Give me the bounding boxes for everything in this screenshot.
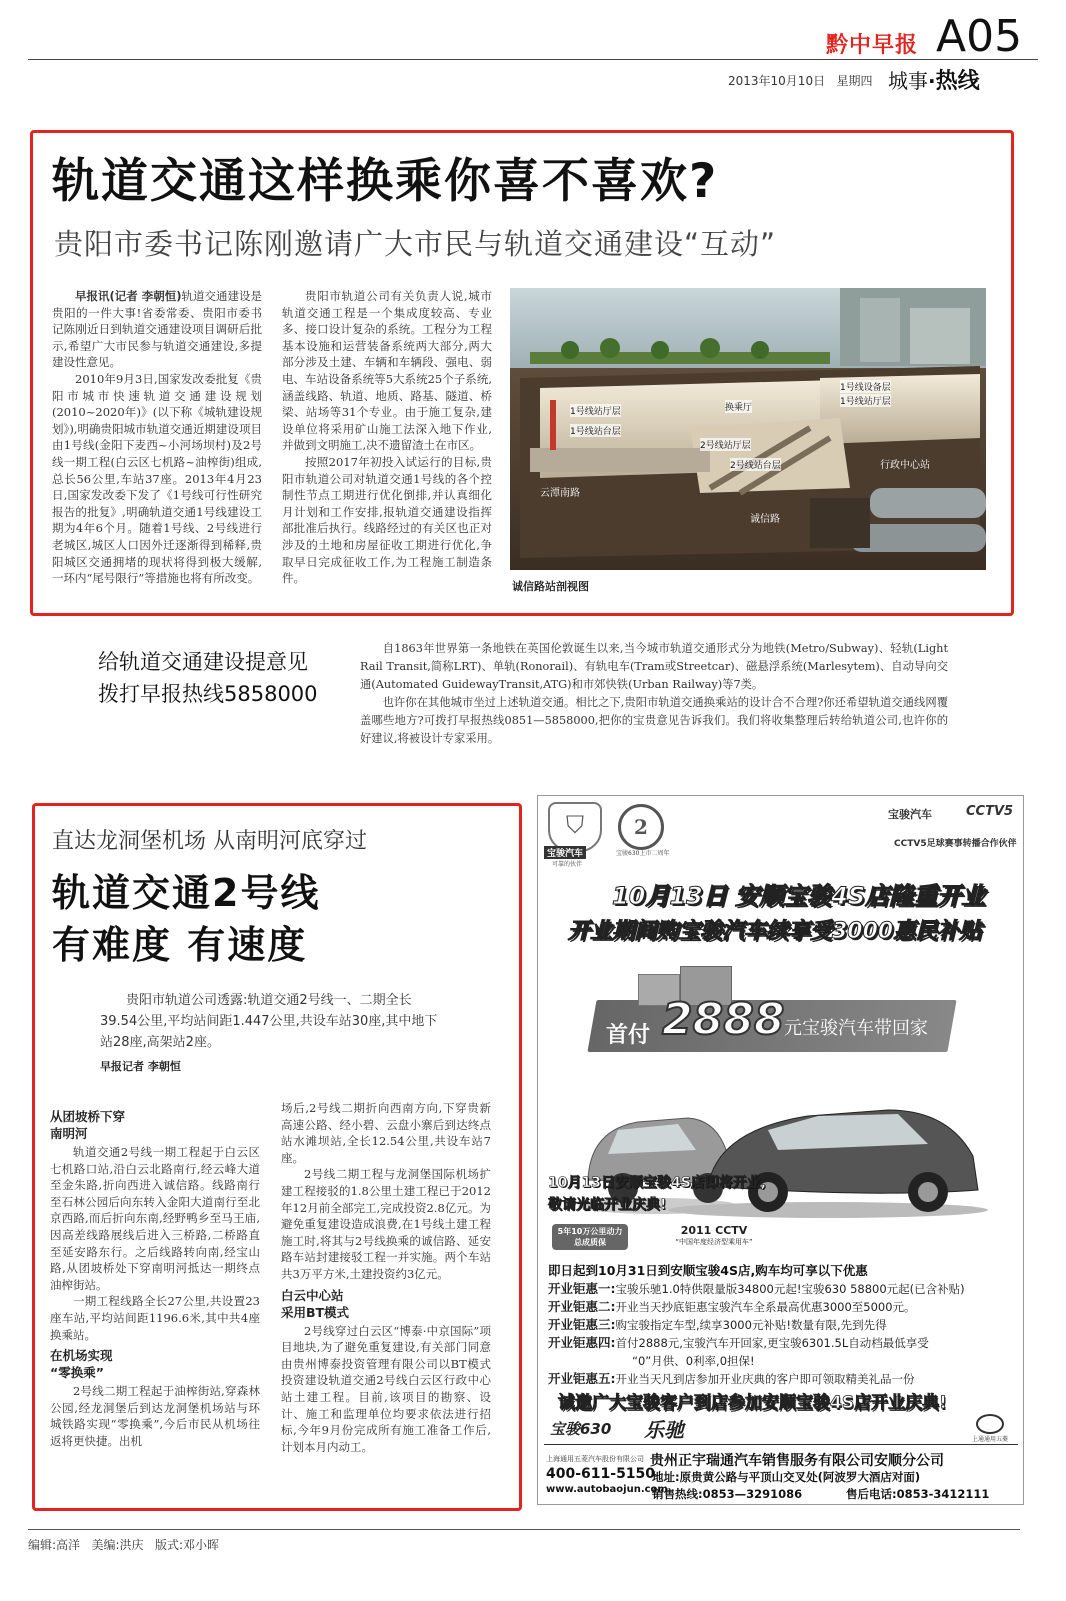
section-label [888, 64, 980, 95]
story2-col2-h1: 白云中心站 [281, 1287, 344, 1303]
maker-name: 上海通用五菱汽车股份有限公司 [546, 1455, 644, 1463]
ad-phone: 400-611-5150 [546, 1466, 656, 1482]
story1-col2 [282, 288, 492, 587]
story2-col1-h2b: “零换乘” [50, 1365, 104, 1381]
anniversary-badge: 2 [618, 804, 664, 850]
opening-line-2: 敬请光临开业庆典! [548, 1197, 667, 1213]
issue-date [728, 72, 873, 89]
hotline-text [360, 640, 948, 748]
top-rule [28, 59, 1038, 60]
story2-col1-p1: 轨道交通2号线一期工程起于白云区七机路口站,沿白云北路南行,经云峰大道至金朱路,折向西进入诚信路。线路南行至石林公园后向东转入金阳大道南行至北京西路,而后折向东南,经野鸭乡至马王庙,因高差线路展线后进入三桥路,二桥路直至延安路东行。之后线路转向南,经宝山路,从团坡桥处下穿南明河抵达一期终点油榨街站。 [50, 1145, 260, 1292]
promo-label-3: 开业钜惠三: [548, 1317, 616, 1332]
promo-text-3: 购宝骏指定车型,续享3000元补贴!数量有限,先到先得 [615, 1318, 887, 1332]
story2-col1-p2: 一期工程线路全长27公里,共设置23座车站,平均站间距1196.6米,其中共4座换乘站。 [50, 1294, 260, 1342]
footer-rule [28, 1529, 1020, 1530]
baojun-logo [548, 802, 602, 852]
story2-headline-2: 有难度 有速度 [52, 923, 308, 967]
cctv-award-sub: “中国年度经济型乘用车” [675, 1238, 753, 1246]
illus-label-7: 行政中心站 [880, 460, 930, 471]
baojun-ad [537, 795, 1024, 1505]
paper-name: 黔中早报 [826, 33, 919, 58]
story2-col2-p3: 2号线穿过白云区“博泰·中京国际”项目地块,为了避免重复建设,有关部门同意由贵州博泰投资管理有限公司以BT模式投资建设轨道交通2号线白云区行政中心站土建工程。目前,该项目的勘察、设计、施工和监理单位均要求依法进行招标,今年9月份完成所有施工准备工作后,计划本月内动工。 [281, 1323, 491, 1454]
sgmw-logo [968, 1414, 1012, 1443]
section-a: 城事 [888, 69, 928, 93]
promo-text-1: 宝骏乐驰1.0特供限量版34800元起!宝骏630 58800元起(已含补贴) [615, 1282, 965, 1296]
promo-label-5: 开业钜惠五: [548, 1371, 616, 1386]
down-text: 元宝骏汽车带回家 [784, 1018, 928, 1039]
story2-col1-h1b: 南明河 [50, 1126, 88, 1141]
story2-col1-heading1 [50, 1108, 260, 1142]
story2-col1-h2: 在机场实现 [50, 1348, 113, 1364]
story2-lead-text: 贵阳市轨道公司透露:轨道交通2号线一、二期全长39.54公里,平均站间距1.447公里,共设车站30座,其中地下站28座,高架站2座。 [100, 993, 438, 1050]
promo-item-5 [548, 1370, 1018, 1388]
invite-banner: 诚邀广大宝骏客户到店参加安顺宝骏4S店开业庆典! [558, 1393, 947, 1413]
promo-item-4b [548, 1352, 1018, 1370]
editor-credit: 编辑:高洋 [28, 1538, 81, 1552]
story1-col1-p1: 轨道交通建设是贵阳的一件大事!省委常委、贵阳市委书记陈刚近日到轨道交通建设项目调研后批示,希望广大市民参与轨道交通建设,多提建设性意见。 [52, 289, 263, 370]
illus-label-6: 云潭南路 [540, 488, 580, 499]
illus-label-3: 换乘厅 [725, 400, 752, 413]
cctv5-logo: CCTV5 [966, 804, 1014, 819]
story2-col2-p1: 场后,2号线二期折向西南方向,下穿贵新高速公路、经小碧、云盘小寨后到达终点站水滩坝站,全长12.54公里,共设车站7座。 [281, 1101, 491, 1165]
story1-col2-p2: 按照2017年初投入试运行的目标,贵阳市轨道公司对轨道交通1号线的各个控制性节点工期进行优化倒排,并认真细化月计划和工作安排,报轨道交通建设指挥部批准后执行。线路经过的有关区也正对涉及的土地和房屋征收工期进行优化,争取早日完成征收工作,为工程施工制造条件。 [282, 454, 492, 586]
promo-item-1 [548, 1280, 1018, 1298]
section-sep: · [928, 69, 936, 93]
promo-head: 即日起到10月31日到安顺宝骏4S店,购车均可享以下优惠 [548, 1263, 868, 1278]
dealer-address: 地址:原贵黄公路与平顶山交叉处(阿波罗大酒店对面) [652, 1470, 921, 1484]
art-credit: 美编:洪庆 [91, 1538, 144, 1552]
down-amount: 2888 [662, 994, 785, 1045]
layout-credit: 版式:邓小晖 [155, 1538, 220, 1552]
date-text: 2013年10月10日 [728, 74, 826, 88]
brand-tag: 可靠的伙伴 [552, 861, 583, 868]
model-lechi: 乐驰 [644, 1418, 684, 1442]
opening-line-1: 10月13日安顺宝骏4S店即将开业, [548, 1175, 767, 1191]
hotline-p1: 自1863年世界第一条地铁在英国伦敦诞生以来,当今城市轨道交通形式分为地铁(Metro/Subway)、轻轨(Light Rail Transit,简称LRT)、单轨(Ronorail)、有轨电车(Tram或Streetcar)、磁悬浮系统(Marlesytem)、自动导向交通(Automated GuidewayTransit,ATG)和市郊快铁(Urban Railway)等7类。 [360, 642, 948, 691]
cctv-award-title: 2011 CCTV [680, 1224, 748, 1237]
story2-col2-heading1 [281, 1287, 491, 1321]
promo-text-5: 开业当天凡到店参加开业庆典的客户即可领取精美礼品一份 [615, 1372, 915, 1386]
page-code: A05 [936, 11, 1023, 62]
story1-byline: 早报讯(记者 李朝恒) [75, 289, 182, 303]
promo-item-3 [548, 1316, 1018, 1334]
promo-label-2: 开业钜惠二: [548, 1299, 616, 1314]
illus-label-8: 诚信路 [750, 514, 780, 525]
sgmw-icon [976, 1414, 1004, 1434]
story1-col1 [52, 288, 262, 587]
ad-url: www.autobaojun.com [546, 1484, 668, 1495]
story2-byline: 早报记者 李朝恒 [100, 1060, 181, 1073]
brand-left: 宝骏汽车 [544, 846, 586, 859]
promo-label-1: 开业钜惠一: [548, 1281, 616, 1296]
promo-list [548, 1280, 1018, 1388]
ad-title-1: 10月13日 安顺宝骏4S店隆重开业 [612, 882, 986, 910]
hotline-line2: 拨打早报热线5858000 [98, 682, 318, 706]
story2-kicker: 直达龙洞堡机场 从南明河底穿过 [52, 829, 367, 854]
promo-text-2: 开业当天抄底钜惠宝骏汽车全系最高优惠3000至5000元。 [615, 1300, 916, 1314]
ad-divider [544, 1444, 1018, 1445]
ad-title-2: 开业期间购宝骏汽车续享受3000惠民补贴 [568, 919, 982, 944]
story1-col1-p2: 2010年9月3日,国家发改委批复《贵阳市城市快速轨道交通建设规划(2010~2020年)》(以下称《城轨建设规划》),明确贵阳城市轨道交通近期建设项目由1号线(金阳下麦西~小河场坝村)及2号线一期工程(白云区七机路~油榨街)组成,总长56公里,车站37座。2013年4月23日,国家发改委下发了《1号线可行性研究报告的批复》,明确轨道交通1号线建设工期为4年6个月。随着1号线、2号线进行老城区,城区人口因外迁逐渐得到稀释,贵阳城区交通拥堵的现状将得到极大缓解,一环内“尾号限行”等措施也将有所改变。 [52, 371, 262, 586]
promo-label-4: 开业钜惠四: [548, 1335, 616, 1350]
story2-col2-h1b: 采用BT模式 [281, 1304, 350, 1320]
image-caption: 诚信路站剖视图 [512, 580, 589, 593]
station-illustration [510, 288, 986, 570]
promo-item-2 [548, 1298, 1018, 1316]
baojun-logo-icon: ⛉ [566, 811, 584, 839]
hotline-line1: 给轨道交通建设提意见 [98, 650, 308, 674]
section-b: 热线 [935, 69, 980, 94]
cctv-award [662, 1224, 766, 1247]
illus-label-9: 1号线设备层 [840, 380, 891, 393]
promo-text-4b: “0”月供、0利率,0担保! [632, 1354, 755, 1368]
story1-subheadline: 贵阳市委书记陈刚邀请广大市民与轨道交通建设“互动” [54, 227, 777, 261]
promo-item-4 [548, 1334, 1018, 1352]
illus-label-2: 1号线站台层 [570, 424, 621, 437]
hotline-p2: 也许你在其他城市坐过上述轨道交通。相比之下,贵阳市轨道交通换乘站的设计合不合理?你还希望轨道交通线网覆盖哪些地方?可拨打早报热线0851—5858000,把你的宝贵意见告诉我们。我们将收集整理后转给轨道公司,也许你的好建议,将被设计专家采用。 [360, 696, 948, 745]
story2-col1-heading2 [50, 1347, 260, 1381]
story1-col2-p1: 贵阳市轨道公司有关负责人说,城市轨道交通工程是一个集成度较高、专业多、接口设计复杂的系统。工程分为工程基本设施和运营装备系统两大部分,两大部分涉及土建、车辆和车辆段、强电、弱电、车站设备系统等5大系统25个子系统,涵盖线路、轨道、地质、路基、隧道、桥梁、站场等31个专业。由于施工复杂,建设单位将采用矿山施工法深入地下作业,并做到文明施工,决不遗留渣土在市区。 [282, 289, 492, 453]
weekday-text: 星期四 [836, 74, 873, 88]
story1-headline: 轨道交通这样换乘你喜不喜欢? [52, 154, 719, 209]
service-phone: 售后电话:0853-3412111 [846, 1487, 990, 1501]
story2-col1 [50, 1104, 260, 1450]
warranty-badge: 5年10万公里动力总成质保 [552, 1224, 628, 1250]
story2-col2-p2: 2号线二期工程与龙洞堡国际机场扩建工程接驳的1.8公里土建工程已于2012年12月前全部完工,完成投资2.8亿元。为避免重复建设造成浪费,在1号线土建工程施工时,将其与2号线换乘的诚信路、延安路车站封建接驳工程一并实施。两个车站共3万平方米,土建投资约3亿元。 [281, 1167, 491, 1281]
partner-text: CCTV5足球赛事转播合作伙伴 [894, 839, 1017, 849]
story2-col1-h1: 从团坡桥下穿 [50, 1109, 126, 1124]
story2-col2 [281, 1100, 491, 1455]
story2-headline-1: 轨道交通2号线 [52, 871, 321, 915]
anniversary-text: 宝骏630上市二周年 [616, 850, 670, 857]
illus-label-5: 2号线站台层 [730, 458, 781, 471]
sales-hotline: 销售热线:0853—3291086 [652, 1487, 803, 1501]
promo-text-4: 首付2888元,宝骏汽车开回家,更宝骏6301.5L自动档最低享受 [615, 1336, 929, 1350]
illus-label-1: 1号线站厅层 [570, 404, 621, 417]
sgmw-text: 上通通用五菱 [971, 1436, 1008, 1443]
model-630: 宝骏630 [550, 1420, 612, 1438]
brand-right: 宝骏汽车 [888, 808, 932, 821]
footer-credits [28, 1536, 219, 1553]
illus-label-4: 2号线站厅层 [700, 438, 751, 451]
story2-col1-p3: 2号线二期工程起于油榨街站,穿森林公园,经龙洞堡后到达龙洞堡机场站与环城铁路实现“零换乘”,今后市民从机场往返将更快捷。出机 [50, 1384, 260, 1448]
dealer-name: 贵州正宇瑞通汽车销售服务有限公司安顺分公司 [650, 1453, 944, 1469]
illus-label-10: 1号线站厅层 [840, 394, 891, 407]
down-label: 首付 [606, 1023, 651, 1048]
story2-lead [100, 990, 448, 1053]
